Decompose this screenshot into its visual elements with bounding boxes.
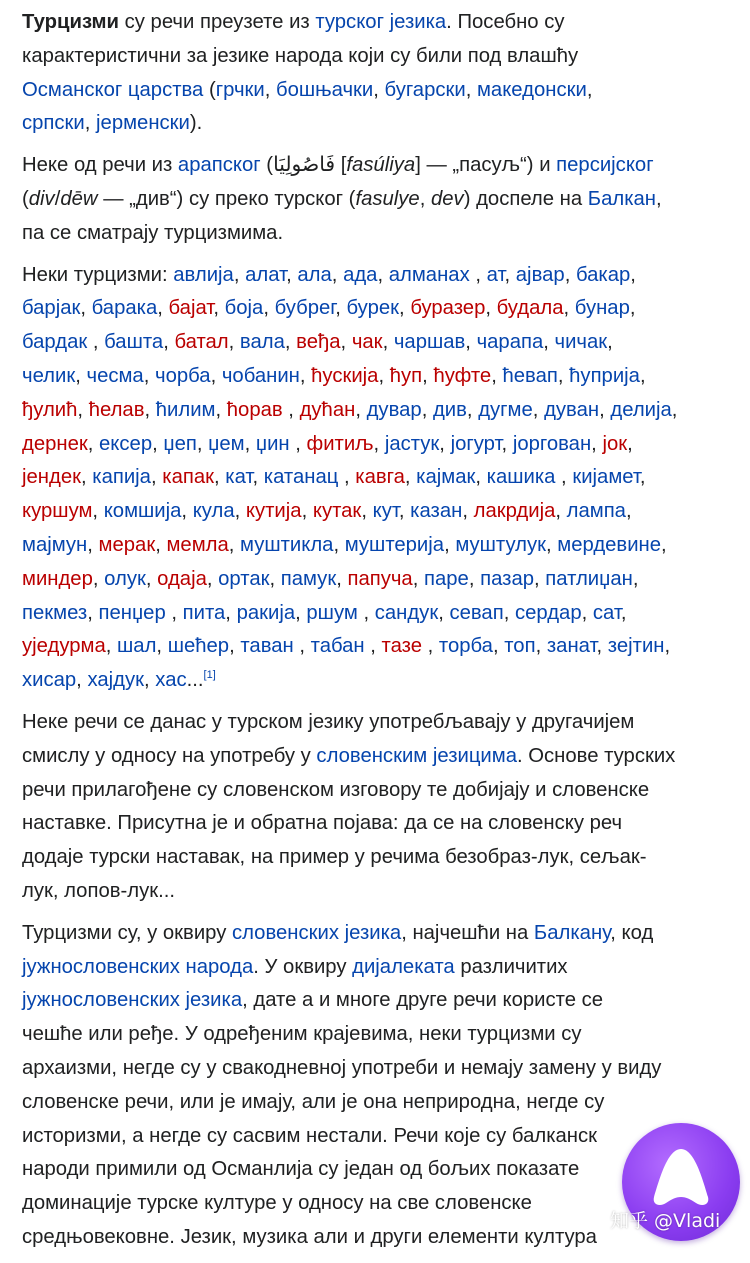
word-link-хајдук[interactable]: хајдук bbox=[87, 669, 144, 692]
word-link-пита[interactable]: пита bbox=[182, 601, 226, 624]
word-link-јастук[interactable]: јастук bbox=[384, 432, 440, 455]
word-link-кула[interactable]: кула bbox=[192, 500, 235, 523]
word-link-џем[interactable]: џем bbox=[208, 432, 245, 455]
word-link-џеп[interactable]: џеп bbox=[163, 432, 197, 455]
word-link-буразер[interactable]: буразер bbox=[410, 297, 486, 320]
word-link-дернек[interactable]: дернек bbox=[22, 432, 88, 455]
link-balkans[interactable]: Балкан bbox=[587, 187, 657, 210]
word-link-барака[interactable]: барака bbox=[91, 297, 158, 320]
word-link-ракија[interactable]: ракија bbox=[236, 601, 296, 624]
word-link-џин[interactable]: џин bbox=[255, 432, 290, 455]
word-link-ћилим[interactable]: ћилим bbox=[155, 398, 216, 421]
word-link-ршум[interactable]: ршум bbox=[306, 601, 358, 624]
word-link-миндер[interactable]: миндер bbox=[22, 567, 93, 590]
word-link-кавга[interactable]: кавга bbox=[355, 466, 405, 489]
link-balkans-2[interactable]: Балкану bbox=[533, 921, 611, 944]
word-link-јендек[interactable]: јендек bbox=[22, 466, 81, 489]
word-link-катанац[interactable]: катанац bbox=[263, 466, 339, 489]
word-link-бакар[interactable]: бакар bbox=[575, 263, 631, 286]
word-link-ајвар[interactable]: ајвар bbox=[515, 263, 565, 286]
word-link-ћорав[interactable]: ћорав bbox=[226, 398, 283, 421]
word-link-ала[interactable]: ала bbox=[297, 263, 332, 286]
word-link-лампа[interactable]: лампа bbox=[566, 500, 626, 523]
word-link-торба[interactable]: торба bbox=[438, 635, 493, 658]
word-link-одаја[interactable]: одаја bbox=[157, 567, 207, 590]
distribution-paragraph: Турцизми су, у оквиру словенских језика, најчешћи на Балкану, код јужнословенских народа. У оквиру дијалеката различитих јужнословенских језика, дате а и многе друге речи користе се чешће или ређе. У одређеним крајевима, неки турцизми су архаизми, негде су у свакодневној употреби и немају замену у виду словенске речи, или је имају, али је она неприродна, негде су историзми, а негде су сасвим нестали. Речи које су балканск народи примили од Османлија су један од бољих показате доминације турске културе у односу на све словенске средњовековне. Језик, музика али и други елементи култура bbox=[22, 921, 662, 1248]
link-arabic[interactable]: арапског bbox=[177, 154, 261, 177]
word-link-кутак[interactable]: кутак bbox=[312, 500, 362, 523]
word-link-јок[interactable]: јок bbox=[602, 432, 628, 455]
word-link-див[interactable]: див bbox=[432, 398, 467, 421]
word-link-бардак[interactable]: бардак bbox=[22, 331, 88, 354]
word-link-кијамет[interactable]: кијамет bbox=[572, 466, 640, 489]
word-link-шећер[interactable]: шећер bbox=[167, 635, 230, 658]
word-link-сат[interactable]: сат bbox=[592, 601, 621, 624]
link-ottoman-empire[interactable]: Османског царства bbox=[22, 78, 204, 101]
word-link-ћевап[interactable]: ћевап bbox=[502, 364, 558, 387]
word-link-шал[interactable]: шал bbox=[117, 635, 157, 658]
word-link-памук[interactable]: памук bbox=[280, 567, 337, 590]
word-link-занат[interactable]: занат bbox=[546, 635, 597, 658]
word-link-сердар[interactable]: сердар bbox=[514, 601, 582, 624]
word-link-муштулук[interactable]: муштулук bbox=[455, 533, 546, 556]
intro-paragraph: Турцизми су речи преузете из турског језика. Посебно су карактеристични за језике народа који су били под влашћу Османског царства (грчки, бошњачки, бугарски, македонски, српски, јерменски). bbox=[22, 11, 593, 135]
word-link-делија[interactable]: делија bbox=[610, 398, 672, 421]
word-link-бајат[interactable]: бајат bbox=[168, 297, 214, 320]
word-link-дувар[interactable]: дувар bbox=[366, 398, 422, 421]
link-bosnian[interactable]: бошњачки bbox=[276, 78, 374, 101]
word-link-кат[interactable]: кат bbox=[225, 466, 253, 489]
word-link-казан[interactable]: казан bbox=[410, 500, 463, 523]
word-link-ћуп[interactable]: ћуп bbox=[389, 364, 423, 387]
word-link-хас[interactable]: хас bbox=[155, 669, 187, 692]
link-south-slavic-peoples[interactable]: јужнословенских народа bbox=[22, 955, 254, 978]
word-link-ексер[interactable]: ексер bbox=[99, 432, 153, 455]
word-link-ат[interactable]: ат bbox=[486, 263, 505, 286]
word-link-кашика[interactable]: кашика bbox=[486, 466, 556, 489]
word-link-бурек[interactable]: бурек bbox=[346, 297, 400, 320]
word-link-мајмун[interactable]: мајмун bbox=[22, 533, 88, 556]
word-list-intro: Неки турцизми: bbox=[22, 263, 174, 286]
link-south-slavic-languages[interactable]: јужнословенских језика bbox=[22, 989, 243, 1012]
word-link-муштерија[interactable]: муштерија bbox=[344, 533, 445, 556]
word-link-капак[interactable]: капак bbox=[162, 466, 214, 489]
word-link-мемла[interactable]: мемла bbox=[166, 533, 229, 556]
word-link-пазар[interactable]: пазар bbox=[480, 567, 535, 590]
word-link-тазе[interactable]: тазе bbox=[381, 635, 422, 658]
turcism-word-list: Неки турцизми: авлија, алат, ала, ада, алманах , ат, ајвар, бакар, барјак, барака, бајат, боја, бубрег, бурек, буразер, будала, бунар, бардак , башта, батал, вала, веђа, чак, чаршав, чарапа, чичак, челик, чесма, чорба, чобанин, ћускија, ћуп, ћуфте, ћевап, ћуприја, ђулић, ћелав, ћилим, ћорав , дућан, дувар, див, дугме, дуван, делија, дернек, ексер, џеп, џем, џин , фитиљ, јастук, јогурт, јоргован, јок, јендек, капија, капак, кат, катанац , кавга, кајмак, кашика , кијамет, куршум, комшија, кула, кутија, кутак, кут, казан, лакрдија, лампа, мајмун, мерак, мемла, муштикла, муштерија, муштулук, мердевине, миндер, олук, одаја, ортак, памук, папуча, паре, пазар, патлиџан, пекмез, пенџер , пита, ракија, ршум , сандук, севап, сердар, сат, уједурма, шал, шећер, таван , табан , тазе , торба, топ, занат, зејтин, хисар, хајдук, хас...[1] bbox=[22, 263, 678, 692]
link-slavic-languages-2[interactable]: словенских језика bbox=[231, 921, 402, 944]
link-slavic-languages[interactable]: словенским језицима bbox=[316, 744, 517, 767]
word-link-куршум[interactable]: куршум bbox=[22, 500, 93, 523]
word-link-вала[interactable]: вала bbox=[239, 331, 285, 354]
word-link-фитиљ[interactable]: фитиљ bbox=[306, 432, 374, 455]
link-turkish-language[interactable]: турског језика bbox=[315, 11, 447, 33]
word-link-чак[interactable]: чак bbox=[351, 331, 383, 354]
assistant-icon bbox=[646, 1143, 716, 1213]
word-link-патлиџан[interactable]: патлиџан bbox=[545, 567, 633, 590]
word-link-чарапа[interactable]: чарапа bbox=[476, 331, 544, 354]
article-body bbox=[22, 6, 744, 1263]
word-link-бунар[interactable]: бунар bbox=[574, 297, 630, 320]
word-link-ћускија[interactable]: ћускија bbox=[311, 364, 379, 387]
word-link-јоргован[interactable]: јоргован bbox=[512, 432, 592, 455]
word-link-боја[interactable]: боја bbox=[224, 297, 264, 320]
word-link-кут[interactable]: кут bbox=[372, 500, 399, 523]
link-armenian[interactable]: јерменски bbox=[96, 112, 190, 135]
word-link-хисар[interactable]: хисар bbox=[22, 669, 77, 692]
word-link-ћелав[interactable]: ћелав bbox=[88, 398, 145, 421]
reference-link[interactable]: [1] bbox=[203, 669, 216, 682]
word-link-муштикла[interactable]: муштикла bbox=[240, 533, 334, 556]
word-link-таван[interactable]: таван bbox=[240, 635, 294, 658]
word-link-мерак[interactable]: мерак bbox=[98, 533, 156, 556]
word-link-бубрег[interactable]: бубрег bbox=[274, 297, 336, 320]
article-term: Турцизми bbox=[22, 11, 119, 33]
word-link-батал[interactable]: батал bbox=[174, 331, 229, 354]
word-link-олук[interactable]: олук bbox=[104, 567, 146, 590]
word-link-ортак[interactable]: ортак bbox=[218, 567, 270, 590]
word-link-чесма[interactable]: чесма bbox=[86, 364, 144, 387]
etymology-paragraph: Неке од речи из арапског (فَاصُولِيَا [fasúliya] — „пасуљ“) и персијског (div/dēw — „див“) су преко турског (fasulye, dev) доспеле на Балкан, па се сматрају турцизмима. bbox=[22, 154, 662, 244]
word-link-јогурт[interactable]: јогурт bbox=[450, 432, 502, 455]
word-link-будала[interactable]: будала bbox=[496, 297, 564, 320]
usage-paragraph: Неке речи се данас у турском језику употребљавају у другачијем смислу у односу на употребу у словенским језицима. Основе турских речи прилагођене су словенском изговору те добијају и словенске наставке. Присутна је и обратна појава: да се на словенску реч додаје турски наставак, на пример у речима безобраз-лук, сељак- лук, лопов-лук... bbox=[22, 710, 676, 902]
word-link-папуча[interactable]: папуча bbox=[347, 567, 413, 590]
word-link-дуван[interactable]: дуван bbox=[544, 398, 600, 421]
link-persian[interactable]: персијског bbox=[556, 154, 654, 177]
watermark: 知乎 @Vladi bbox=[610, 1210, 721, 1232]
word-link-башта[interactable]: башта bbox=[104, 331, 164, 354]
word-link-авлија[interactable]: авлија bbox=[173, 263, 234, 286]
word-link-чаршав[interactable]: чаршав bbox=[393, 331, 466, 354]
word-link-ђулић[interactable]: ђулић bbox=[22, 398, 78, 421]
word-link-барјак[interactable]: барјак bbox=[22, 297, 81, 320]
word-link-челик[interactable]: челик bbox=[22, 364, 76, 387]
word-link-кајмак[interactable]: кајмак bbox=[416, 466, 476, 489]
word-link-алманах[interactable]: алманах bbox=[388, 263, 470, 286]
word-link-веђа[interactable]: веђа bbox=[296, 331, 341, 354]
word-link-чорба[interactable]: чорба bbox=[155, 364, 211, 387]
word-link-комшија[interactable]: комшија bbox=[103, 500, 182, 523]
word-link-дугме[interactable]: дугме bbox=[478, 398, 533, 421]
word-link-табан[interactable]: табан bbox=[310, 635, 365, 658]
word-link-мердевине[interactable]: мердевине bbox=[557, 533, 662, 556]
link-greek[interactable]: грчки bbox=[215, 78, 265, 101]
word-link-пекмез[interactable]: пекмез bbox=[22, 601, 88, 624]
word-link-ада[interactable]: ада bbox=[343, 263, 378, 286]
word-link-лакрдија[interactable]: лакрдија bbox=[473, 500, 556, 523]
word-link-сандук[interactable]: сандук bbox=[374, 601, 439, 624]
word-link-чичак[interactable]: чичак bbox=[554, 331, 608, 354]
word-link-ћуфте[interactable]: ћуфте bbox=[433, 364, 492, 387]
word-link-дућан[interactable]: дућан bbox=[299, 398, 356, 421]
word-link-ћуприја[interactable]: ћуприја bbox=[569, 364, 640, 387]
word-link-капија[interactable]: капија bbox=[92, 466, 151, 489]
word-link-зејтин[interactable]: зејтин bbox=[607, 635, 665, 658]
arabic-word: فَاصُولِيَا bbox=[273, 154, 336, 177]
word-link-севап[interactable]: севап bbox=[449, 601, 504, 624]
link-bulgarian[interactable]: бугарски bbox=[384, 78, 466, 101]
word-link-пенџер[interactable]: пенџер bbox=[98, 601, 166, 624]
link-serbian[interactable]: српски bbox=[22, 112, 85, 135]
word-link-паре[interactable]: паре bbox=[424, 567, 469, 590]
word-link-алат[interactable]: алат bbox=[245, 263, 287, 286]
word-link-топ[interactable]: топ bbox=[504, 635, 536, 658]
word-link-кутија[interactable]: кутија bbox=[245, 500, 302, 523]
word-link-уједурма[interactable]: уједурма bbox=[22, 635, 106, 658]
link-macedonian[interactable]: македонски bbox=[476, 78, 587, 101]
word-link-чобанин[interactable]: чобанин bbox=[221, 364, 300, 387]
link-dialects[interactable]: дијалеката bbox=[352, 955, 455, 978]
